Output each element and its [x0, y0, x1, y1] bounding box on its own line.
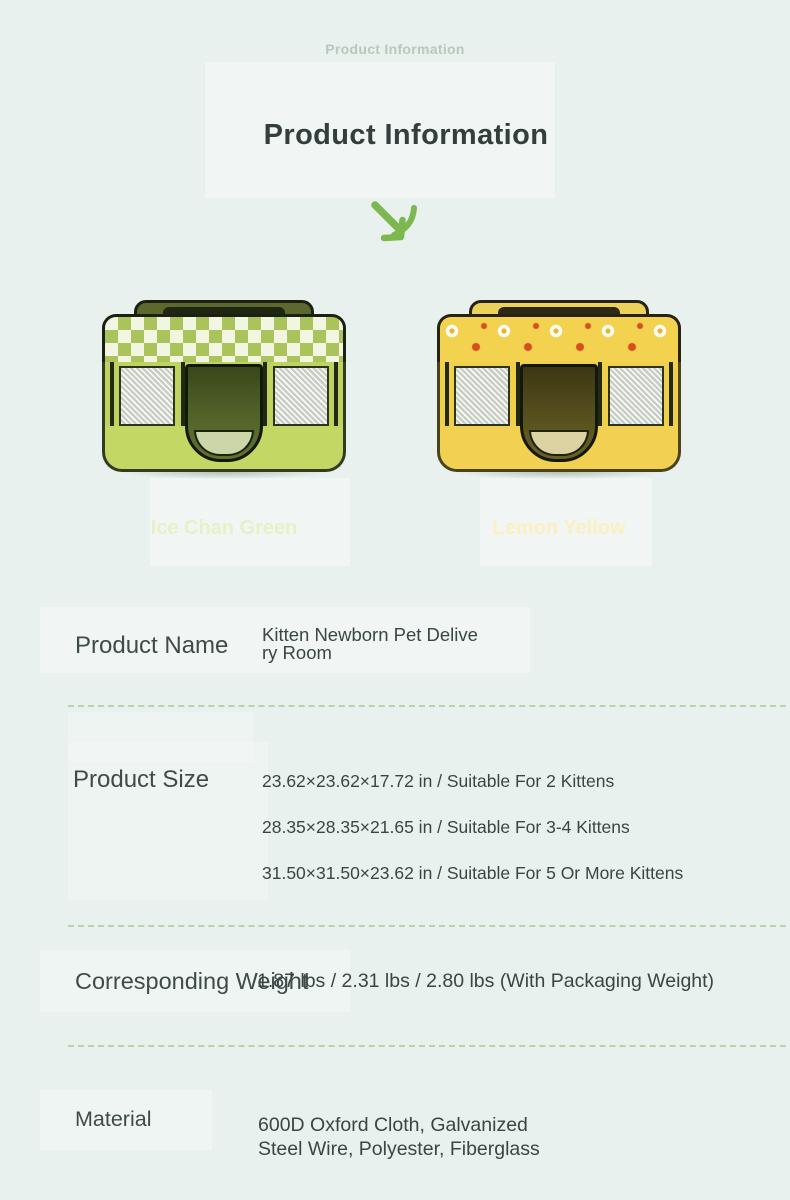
dashed-divider	[68, 705, 786, 707]
tent-mesh-window	[119, 366, 175, 426]
spec-value-size-option: 28.35×28.35×21.65 in / Suitable For 3-4 Kittens	[262, 817, 630, 837]
spec-label-product-size: Product Size	[73, 766, 210, 793]
spec-label-product-name: Product Name	[75, 632, 229, 659]
tent-mesh-window	[454, 366, 510, 426]
color-label-green: Ice Chan Green	[150, 517, 298, 539]
dashed-divider	[68, 1045, 786, 1047]
tent-floor-mat	[529, 430, 589, 456]
tent-floor-mat	[194, 430, 254, 456]
product-photo-green-playpen	[102, 300, 346, 472]
material-line: Steel Wire, Polyester, Fiberglass	[258, 1138, 540, 1160]
tent-door-opening	[520, 364, 598, 462]
spec-label-weight: Corresponding Weight	[75, 968, 309, 994]
tent-pole	[263, 362, 267, 428]
tent-pole	[598, 362, 602, 428]
material-line: 600D Oxford Cloth, Galvanized	[258, 1114, 528, 1136]
dashed-divider	[68, 925, 786, 927]
color-label-yellow: Lemon Yellow	[492, 517, 626, 539]
spec-value-product-name	[262, 626, 522, 662]
spec-label-material: Material	[75, 1107, 152, 1131]
product-photo-yellow-playpen	[437, 300, 681, 472]
tent-pole	[110, 362, 114, 428]
tent-pole	[334, 362, 338, 428]
tent-door-opening	[185, 364, 263, 462]
arrow-down-right-icon	[368, 198, 420, 257]
tent-mesh-window	[608, 366, 664, 426]
tent-pole	[445, 362, 449, 428]
spec-value-size-option: 31.50×31.50×23.62 in / Suitable For 5 Or More Kittens	[262, 863, 684, 883]
tent-mesh-window	[273, 366, 329, 426]
tent-pattern-band	[437, 314, 681, 362]
eyebrow-title: Product Information	[325, 41, 465, 57]
spec-value-size-option: 23.62×23.62×17.72 in / Suitable For 2 Kittens	[262, 771, 615, 791]
spec-value-weight: 1.87 lbs / 2.31 lbs / 2.80 lbs (With Packaging Weight)	[257, 970, 715, 992]
tent-pole	[669, 362, 673, 428]
tent-pattern-band	[102, 314, 346, 362]
spec-value-material	[258, 1113, 540, 1161]
product-name-line: Kitten Newborn Pet Delive	[262, 624, 478, 645]
page-title: Product Information	[263, 119, 549, 151]
product-name-line: ry Room	[262, 642, 332, 663]
